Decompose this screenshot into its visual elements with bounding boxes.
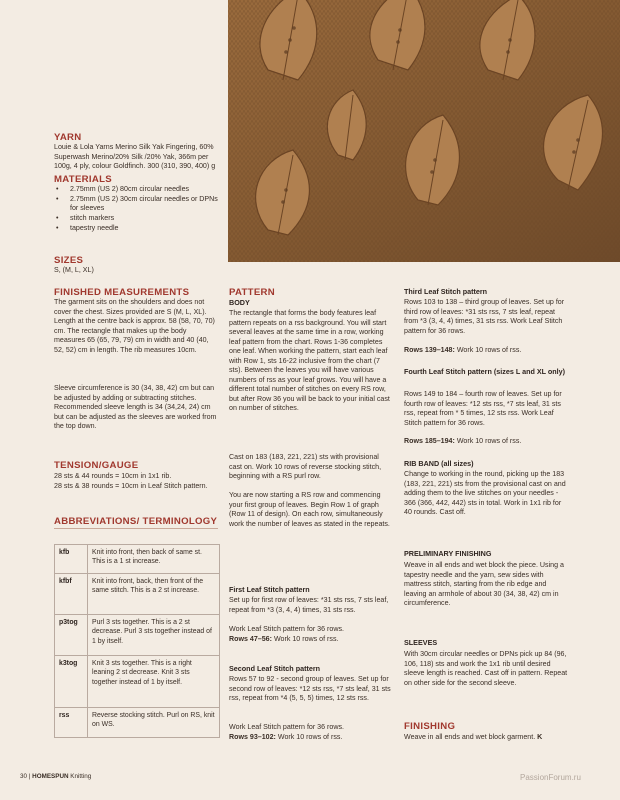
abbr-definition: Knit into front, then back of same st. This is a 1 st increase. bbox=[88, 545, 220, 574]
abbreviations-heading: ABBREVIATIONS/ TERMINOLOGY bbox=[54, 516, 218, 527]
second-leaf-text-2: Work Leaf Stitch pattern for 36 rows. bbox=[229, 723, 344, 731]
first-leaf-heading: First Leaf Stitch pattern bbox=[229, 585, 310, 594]
finishing-body: Weave in all ends and wet block garment. bbox=[404, 733, 536, 741]
abbr-term: kfb bbox=[55, 545, 88, 574]
magazine-section: Knitting bbox=[70, 773, 92, 780]
rib-band-text: Change to working in the round, picking up the 183 (183, 221, 221) sts from the provisional cast on and adding them to the live stitches on your needles - 366 (366, 442, 442) sts in total. Work in 1x1 rib for 40 rounds. Cast off. bbox=[404, 470, 566, 517]
finishing-heading: FINISHING bbox=[404, 721, 456, 732]
pattern-heading: PATTERN bbox=[229, 287, 275, 298]
rib-band-heading: RIB BAND (all sizes) bbox=[404, 459, 474, 468]
body-subheading: BODY bbox=[229, 298, 250, 307]
preliminary-finishing-text: Weave in all ends and wet block the piece. Using a tapestry needle and the yarn, sew sides with mattress stitch, starting from the rib edge and leaving an armhole of about 30 (34, 38, 42) cm in circumference. bbox=[404, 561, 564, 608]
yarn-text: Louie & Lola Yarns Merino Silk Yak Fingering, 60% Superwash Merino/20% Silk /20% Yak, 366m per 100g, 4 ply, colour Goldfinch. 300 (310, 390, 400) g bbox=[54, 143, 216, 171]
first-leaf-text-2: Work Leaf Stitch pattern for 36 rows. bbox=[229, 625, 344, 633]
tension-line-2: 28 sts & 38 rounds = 10cm in Leaf Stitch pattern. bbox=[54, 482, 208, 490]
finishing-text bbox=[404, 733, 570, 743]
table-row bbox=[55, 656, 220, 708]
table-row bbox=[55, 708, 220, 738]
sizes-heading: SIZES bbox=[54, 255, 84, 266]
rows-label: Rows 185–194: bbox=[404, 437, 455, 445]
yarn-heading: YARN bbox=[54, 132, 82, 143]
materials-item: • 2.75mm (US 2) 30cm circular needles or DPNs for sleeves bbox=[54, 195, 218, 214]
materials-heading: MATERIALS bbox=[54, 174, 112, 185]
sleeves-heading: SLEEVES bbox=[404, 638, 438, 647]
fourth-leaf-rows bbox=[404, 437, 570, 447]
abbr-term: kfbf bbox=[55, 574, 88, 615]
second-leaf-heading: Second Leaf Stitch pattern bbox=[229, 664, 321, 673]
abbr-term: p3tog bbox=[55, 615, 88, 656]
rows-text: Work 10 rows of rss. bbox=[271, 635, 339, 643]
table-row bbox=[55, 545, 220, 574]
body-p2: Cast on 183 (183, 221, 221) sts with provisional cast on. Work 10 rows of reverse stocking stitch, beginning with a RS purl row. bbox=[229, 453, 382, 481]
abbreviations-table bbox=[54, 544, 220, 738]
knit-texture-image bbox=[228, 0, 620, 262]
third-leaf-text: Rows 103 to 138 – third group of leaves. Set up for third row of leaves: *31 sts rss, 7 sts leaf, repeat from *3 (3, 4, 4) times, 31 sts rss. Work Leaf Stitch pattern for 36 rows. bbox=[404, 298, 565, 335]
table-row bbox=[55, 574, 220, 615]
second-leaf-rows bbox=[229, 733, 393, 743]
abbr-definition: Knit 3 sts together. This is a right leaning 2 st decrease. Knit 3 sts together instead of 1 by itself. bbox=[88, 656, 220, 708]
watermark: PassionForum.ru bbox=[520, 773, 581, 782]
rows-text: Work 10 rows of rss. bbox=[275, 733, 343, 741]
first-leaf-rows bbox=[229, 635, 393, 645]
fourth-leaf-text: Rows 149 to 184 – fourth row of leaves. Set up for fourth row of leaves: *12 sts rss, *7 sts leaf, 31 sts rss, repeat from * 5 times, 12 sts rss. Work Leaf Stitch pattern for 36 rows. bbox=[404, 390, 562, 427]
footer-separator: | bbox=[28, 773, 31, 780]
first-leaf-text: Set up for first row of leaves: *31 sts rss, 7 sts leaf, repeat from *3 (3, 4, 4) times, 31 sts rss. bbox=[229, 596, 389, 614]
body-p3: You are now starting a RS row and commencing your first group of leaves. Begin Row 1 of graph (Row 11 of design). On each row, simultaneously work the number of leaves as stated in the repeats. bbox=[229, 491, 390, 528]
materials-item: • stitch markers bbox=[54, 214, 218, 224]
finished-p1: The garment sits on the shoulders and does not cover the chest. Sizes provided are S (M, L, XL). Length at the centre back is approx. 58 (58, 70, 70) cm. The rectangle that makes up the body measures 65 (65, 79, 79) cm in width and 40 (40, 52, 52) cm in length. The rib measures 10cm. bbox=[54, 298, 215, 354]
rows-label: Rows 139–148: bbox=[404, 346, 455, 354]
sizes-text: S, (M, L, XL) bbox=[54, 266, 94, 274]
sleeves-text: With 30cm circular needles or DPNs pick up 84 (96, 106, 118) sts and work the 1x1 rib until desired sleeve length is reached. Cast off in pattern. Repeat on other side for the second sleeve. bbox=[404, 650, 568, 687]
rows-label: Rows 47–56: bbox=[229, 635, 272, 643]
finished-p2: Sleeve circumference is 30 (34, 38, 42) cm but can be adjusted by adding or subtracting stitches. Recommended sleeve length is 34 (34,24, 24) cm but can be adjusted as the sleeves are worked from the top down. bbox=[54, 384, 217, 431]
materials-item: • tapestry needle bbox=[54, 224, 218, 234]
abbr-term: rss bbox=[55, 708, 88, 738]
rows-text: Work 10 rows of rss. bbox=[454, 437, 522, 445]
materials-item: • 2.75mm (US 2) 80cm circular needles bbox=[54, 185, 218, 195]
table-row bbox=[55, 615, 220, 656]
abbr-term: k3tog bbox=[55, 656, 88, 708]
page-footer bbox=[20, 773, 91, 780]
rows-label: Rows 93–102: bbox=[229, 733, 276, 741]
magazine-brand: HOMESPUN bbox=[32, 773, 69, 780]
tension-heading: TENSION/GAUGE bbox=[54, 460, 139, 471]
abbr-definition: Knit into front, back, then front of the same stitch. This is a 2 st increase. bbox=[88, 574, 220, 615]
second-leaf-text: Rows 57 to 92 - second group of leaves. Set up for second row of leaves: *12 sts rss, *7 sts leaf, 31 sts rss, repeat from *4 (5, 5, 5) times, 12 sts rss. bbox=[229, 675, 391, 703]
preliminary-finishing-heading: PRELIMINARY FINISHING bbox=[404, 549, 492, 558]
knitted-leaf-photo bbox=[228, 0, 620, 262]
fourth-leaf-heading: Fourth Leaf Stitch pattern (sizes L and XL only) bbox=[404, 367, 566, 376]
body-p1: The rectangle that forms the body features leaf pattern repeats on a rss background. You will start several leaves at the same time in a row, working leaf pattern from the chart. Rows 1-36 completes one leaf. When working the pattern, start each leaf with Row 1, sts 16-22 inclusive from the chart (7 sts). Between the leaves you will have various numbers of rss as your leaf grows. You will have a different total number of stitches on every RS row, but after Row 36 you will be back to your initial cast on number of stitches. bbox=[229, 309, 390, 413]
rows-text: Work 10 rows of rss. bbox=[454, 346, 522, 354]
abbr-definition: Reverse stocking stitch. Purl on RS, knit on WS. bbox=[88, 708, 220, 738]
finished-heading: FINISHED MEASUREMENTS bbox=[54, 287, 190, 298]
third-leaf-rows bbox=[404, 346, 570, 356]
materials-list bbox=[54, 185, 218, 234]
abbr-definition: Purl 3 sts together. This is a 2 st decrease. Purl 3 sts together instead of 1 by itself. bbox=[88, 615, 220, 656]
tension-line-1: 28 sts & 44 rounds = 10cm in 1x1 rib. bbox=[54, 472, 172, 480]
page-number: 30 bbox=[20, 773, 28, 780]
third-leaf-heading: Third Leaf Stitch pattern bbox=[404, 287, 488, 296]
end-mark: K bbox=[537, 733, 543, 741]
